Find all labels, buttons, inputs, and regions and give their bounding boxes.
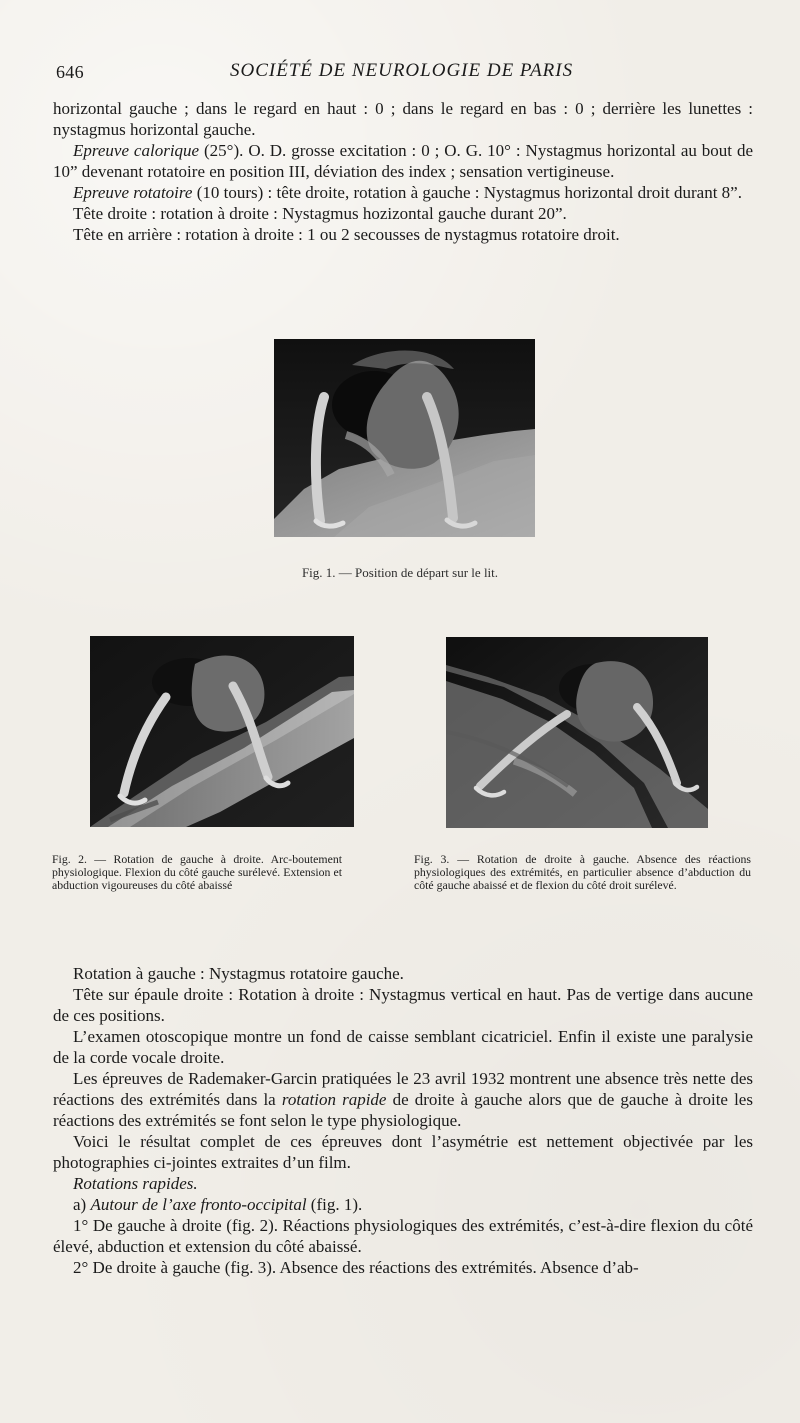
running-title: SOCIÉTÉ DE NEUROLOGIE DE PARIS xyxy=(230,60,574,81)
paragraph-bottom-3: L’examen otoscopique montre un fond de caisse semblant cicatriciel. Enfin il existe une paralysie de la corde vocale droite. xyxy=(53,1027,753,1067)
figure-2-caption: Fig. 2. — Rotation de gauche à droite. Arc-boutement physiologique. Flexion du côté gauche surélevé. Extension et abduction vigoureuses du côté abaissé xyxy=(52,852,342,893)
paragraph-top-4: Tête droite : rotation à droite : Nystagmus hozizontal gauche durant 20”. xyxy=(73,204,567,223)
figure-2-image xyxy=(90,636,354,827)
page-header xyxy=(56,60,746,86)
paragraph-bottom-9: 2° De droite à gauche (fig. 3). Absence des réactions des extrémités. Absence d’ab- xyxy=(73,1258,639,1277)
figure-1-photo xyxy=(274,339,535,537)
paragraph-top-3: Epreuve rotatoire (10 tours) : tête droite, rotation à gauche : Nystagmus horizontal droit durant 8”. xyxy=(73,183,742,202)
paragraph-bottom-8: 1° De gauche à droite (fig. 2). Réactions physiologiques des extrémités, c’est-à-dire flexion du côté élevé, abduction et extension du côté abaissé. xyxy=(53,1216,753,1256)
paragraph-bottom-7: a) Autour de l’axe fronto-occipital (fig. 1). xyxy=(73,1195,363,1214)
figure-1-caption: Fig. 1. — Position de départ sur le lit. xyxy=(301,565,499,580)
paragraph-bottom-4: Les épreuves de Rademaker-Garcin pratiquées le 23 avril 1932 montrent une absence très nette des réactions des extrémités dans la rotation rapide de droite à gauche alors que de gauche à droite les réactions des extrémités se font selon le type physiologique. xyxy=(53,1069,753,1130)
figure-3-photo xyxy=(446,637,708,828)
figure-2-photo xyxy=(90,636,354,827)
paragraph-bottom-5: Voici le résultat complet de ces épreuves dont l’asymétrie est nettement objectivée par les photographies ci-jointes extraites d’un film. xyxy=(53,1132,753,1172)
page-number: 646 xyxy=(56,62,84,82)
figure-3-image xyxy=(446,637,708,828)
figure-3-caption: Fig. 3. — Rotation de droite à gauche. Absence des réactions physiologiques des extrémités, en particulier absence d’abduction du côté gauche abaissé et de flexion du côté droit surélevé. xyxy=(414,852,751,893)
paragraph-top-5: Tête en arrière : rotation à droite : 1 ou 2 secousses de nystagmus rotatoire droit. xyxy=(73,225,620,244)
paragraph-bottom-2: Tête sur épaule droite : Rotation à droite : Nystagmus vertical en haut. Pas de vertige dans aucune de ces positions. xyxy=(53,985,753,1025)
top-text-block xyxy=(53,98,753,245)
paragraph-top-2: Epreuve calorique (25°). O. D. grosse excitation : 0 ; O. G. 10° : Nystagmus horizontal au bout de 10” devenant rotatoire en position III, déviation des index ; sensation vertigineuse. xyxy=(53,141,753,181)
paragraph-bottom-1: Rotation à gauche : Nystagmus rotatoire gauche. xyxy=(73,964,404,983)
figure-1-image xyxy=(274,339,535,537)
paragraph-bottom-6: Rotations rapides. xyxy=(73,1174,198,1193)
paragraph-top-1: horizontal gauche ; dans le regard en haut : 0 ; dans le regard en bas : 0 ; derrière les lunettes : nystagmus horizontal gauche. xyxy=(53,99,753,139)
bottom-text-block xyxy=(53,963,753,1278)
